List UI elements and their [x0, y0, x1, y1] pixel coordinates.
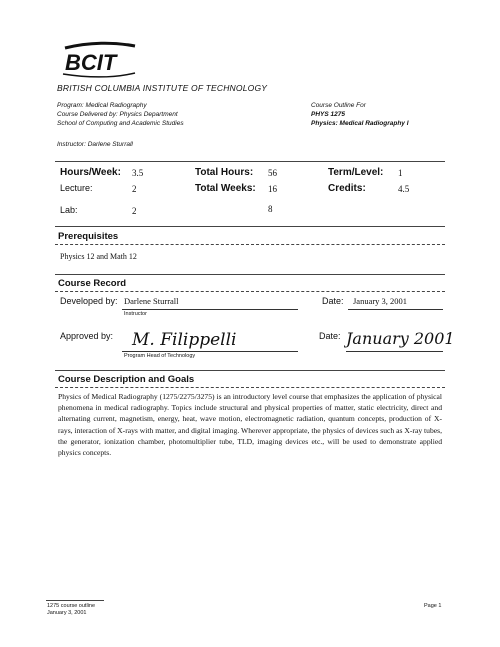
footer-file: [47, 603, 95, 617]
developed-by-line: [122, 309, 298, 310]
approved-by-label: Approved by:: [60, 331, 114, 341]
prerequisites-text: Physics 12 and Math 12: [60, 252, 137, 261]
developed-by-sub: Instructor: [124, 311, 147, 317]
hours-week-label: Hours/Week:: [60, 167, 121, 178]
total-weeks-label: Total Weeks:: [195, 183, 256, 194]
course-code: PHYS 1275: [311, 111, 345, 118]
total-hours-value: 56: [268, 168, 277, 178]
description-title: Course Description and Goals: [58, 374, 195, 385]
description-text: Physics of Medical Radiography (1275/2275/3275) is an introductory level course that emphasizes the application of physical phenomena in medical radiography. Topics include structural and physical properties of matter, static electricity, direct and alternating current, magnetism, energy, heat, wave motion, electromagnetic radiation, quantum concepts, production of X-rays, interaction of X-rays with matter, and digital imaging. Wherever appropriate, the physics of devices such as X-ray tubes, the generator, ionization chamber, photomultiplier tube, TLD, imaging devices etc., will be used to demonstrate applied physics concepts.: [58, 392, 442, 458]
divider: [55, 244, 445, 245]
divider: [55, 274, 445, 275]
program-info: [57, 101, 184, 128]
developed-by-label: Developed by:: [60, 296, 118, 306]
divider: [55, 387, 445, 388]
date1-line: [348, 309, 443, 310]
lab-value: 2: [132, 206, 137, 216]
approved-by-sub: Program Head of Technology: [124, 353, 196, 359]
logo-text: BCIT: [65, 50, 117, 75]
instructor-line: Instructor: Darlene Sturrall: [57, 141, 133, 148]
divider: [55, 370, 445, 371]
school-line: School of Computing and Academic Studies: [57, 120, 184, 127]
extra-value: 8: [268, 204, 273, 214]
date2-label: Date:: [319, 331, 341, 341]
prerequisites-title: Prerequisites: [58, 231, 119, 242]
developed-by-value: Darlene Sturrall: [124, 296, 179, 306]
date1-label: Date:: [322, 296, 344, 306]
course-title: Physics: Medical Radiography I: [311, 120, 409, 127]
footer-page: Page 1: [424, 603, 442, 609]
course-record-title: Course Record: [58, 278, 127, 289]
lecture-label: Lecture:: [60, 183, 93, 193]
divider: [55, 226, 445, 227]
date1-value: January 3, 2001: [353, 296, 408, 306]
approved-by-line: [122, 351, 298, 352]
credits-label: Credits:: [328, 183, 366, 194]
date2-line: [346, 351, 443, 352]
handwritten-date-text: January 2001: [346, 329, 455, 348]
institution-name: BRITISH COLUMBIA INSTITUTE OF TECHNOLOGY: [57, 83, 268, 93]
bcit-logo-icon: [59, 40, 139, 80]
total-weeks-value: 16: [268, 184, 277, 194]
signature-image: [128, 325, 298, 351]
course-outline-info: [311, 101, 409, 128]
divider: [55, 161, 445, 162]
lab-label: Lab:: [60, 205, 78, 215]
footer-date-line: January 3, 2001: [47, 610, 87, 616]
signature-text: M. Filippelli: [132, 330, 237, 350]
total-hours-label: Total Hours:: [195, 167, 254, 178]
term-level-value: 1: [398, 168, 403, 178]
divider: [55, 291, 445, 292]
footer-divider: [46, 600, 104, 601]
credits-value: 4.5: [398, 184, 410, 194]
footer-file-line: 1275 course outline: [47, 603, 96, 609]
hours-week-value: 3.5: [132, 168, 144, 178]
handwritten-date-image: [344, 322, 466, 352]
outline-for-line: Course Outline For: [311, 102, 366, 109]
lecture-value: 2: [132, 184, 137, 194]
delivered-by-line: Course Delivered by: Physics Department: [57, 111, 178, 118]
term-level-label: Term/Level:: [328, 167, 384, 178]
program-line: Program: Medical Radiography: [57, 102, 147, 109]
